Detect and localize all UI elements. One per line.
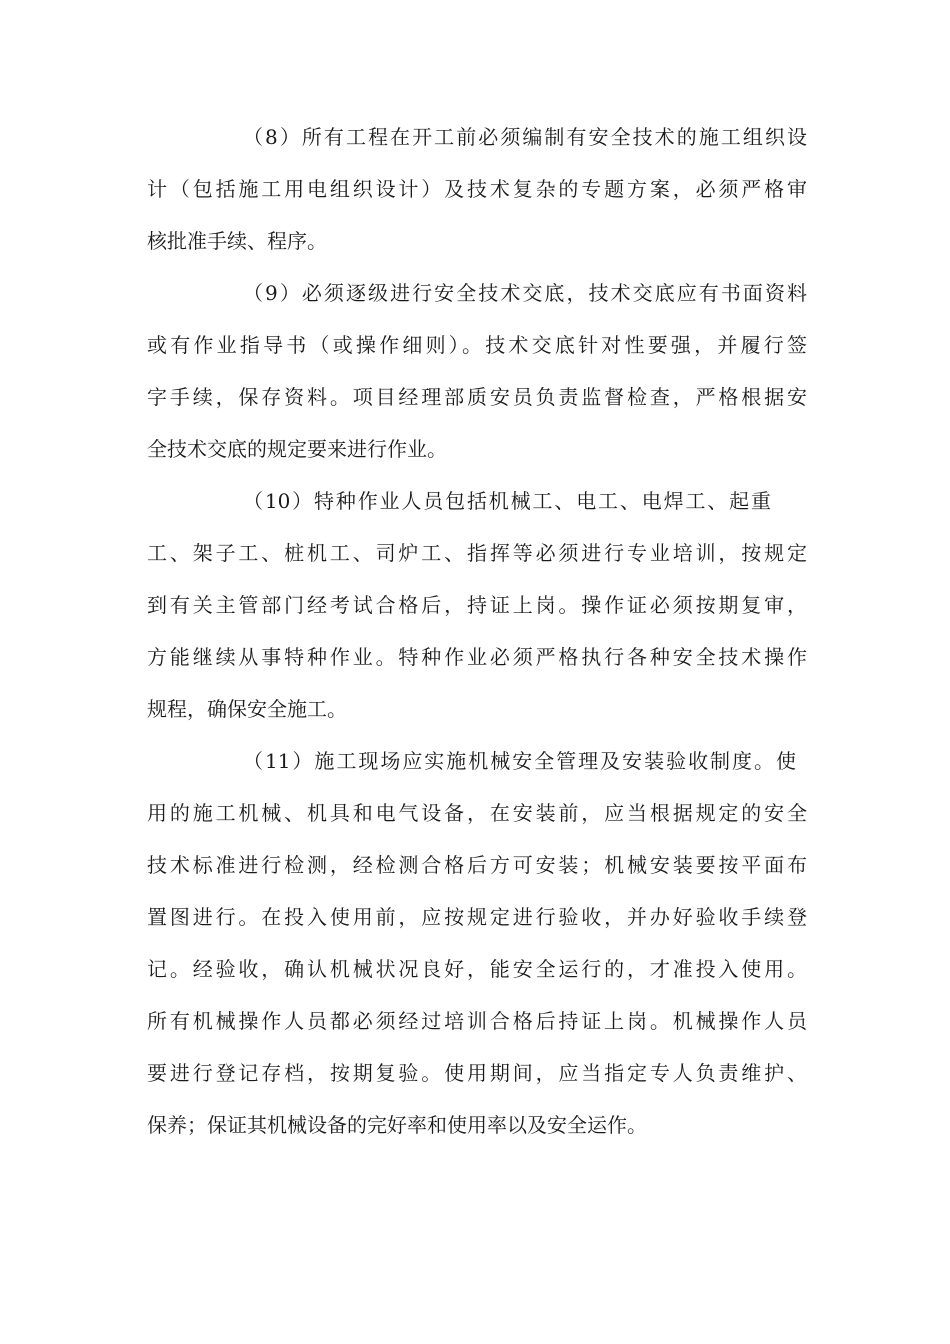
paragraph-11-line-7: 要进行登记存档，按期复验。使用期间，应当指定专人负责维护、 (147, 1061, 807, 1085)
paragraph-10-line-4: 方能继续从事特种作业。特种作业必须严格执行各种安全技术操作 (147, 645, 807, 669)
paragraph-9-line-4: 全技术交底的规定要来进行作业。 (147, 437, 447, 461)
paragraph-10-line-2: 工、架子工、桩机工、司炉工、指挥等必须进行专业培训，按规定 (147, 541, 807, 565)
paragraph-11-line-8: 保养；保证其机械设备的完好率和使用率以及安全运作。 (147, 1113, 647, 1137)
paragraph-10-line-3: 到有关主管部门经考试合格后，持证上岗。操作证必须按期复审， (147, 593, 807, 617)
paragraph-10-line-5: 规程，确保安全施工。 (147, 697, 347, 721)
paragraph-9-line-1: （9）必须逐级进行安全技术交底，技术交底应有书面资料 (243, 281, 807, 305)
paragraph-11-line-5: 记。经验收，确认机械状况良好，能安全运行的，才准投入使用。 (147, 957, 807, 981)
paragraph-11-line-3: 技术标准进行检测，经检测合格后方可安装；机械安装要按平面布 (147, 853, 807, 877)
paragraph-11-line-1: （11）施工现场应实施机械安全管理及安装验收制度。使 (243, 749, 796, 773)
paragraph-9-line-2: 或有作业指导书（或操作细则）。技术交底针对性要强，并履行签 (147, 333, 807, 357)
paragraph-8-line-3: 核批准手续、程序。 (147, 229, 327, 253)
paragraph-8-line-2: 计（包括施工用电组织设计）及技术复杂的专题方案，必须严格审 (147, 177, 807, 201)
paragraph-11-line-2: 用的施工机械、机具和电气设备，在安装前，应当根据规定的安全 (147, 801, 807, 825)
paragraph-11-line-4: 置图进行。在投入使用前，应按规定进行验收，并办好验收手续登 (147, 905, 807, 929)
paragraph-9-line-3: 字手续，保存资料。项目经理部质安员负责监督检查，严格根据安 (147, 385, 807, 409)
paragraph-10-line-1: （10）特种作业人员包括机械工、电工、电焊工、起重 (243, 489, 771, 513)
paragraph-8-line-1: （8）所有工程在开工前必须编制有安全技术的施工组织设 (243, 125, 807, 149)
paragraph-11-line-6: 所有机械操作人员都必须经过培训合格后持证上岗。机械操作人员 (147, 1009, 807, 1033)
